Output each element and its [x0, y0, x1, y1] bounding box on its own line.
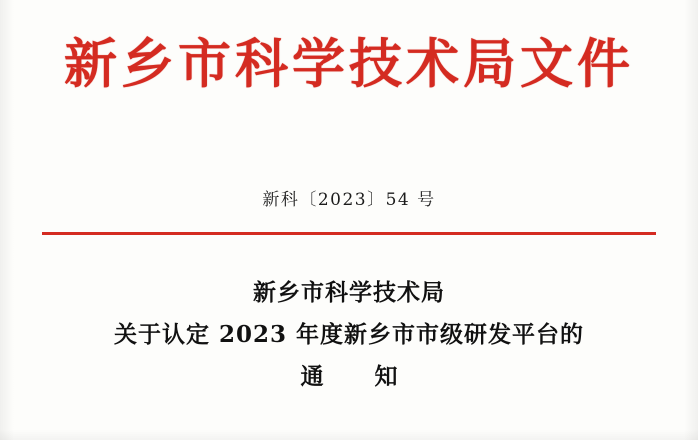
red-divider-rule [42, 232, 656, 235]
document-number: 新科〔2023〕54 号 [262, 190, 436, 210]
document-masthead-title: 新乡市科学技术局文件 [64, 33, 634, 95]
document-title-line-3: 通 知 [300, 363, 412, 390]
scan-edge-bottom [0, 430, 698, 440]
document-title-line-2: 关于认定 2023 年度新乡市市级研发平台的 [113, 321, 585, 348]
document-title-line-1: 新乡市科学技术局 [253, 279, 445, 306]
document-title-block [0, 272, 698, 398]
